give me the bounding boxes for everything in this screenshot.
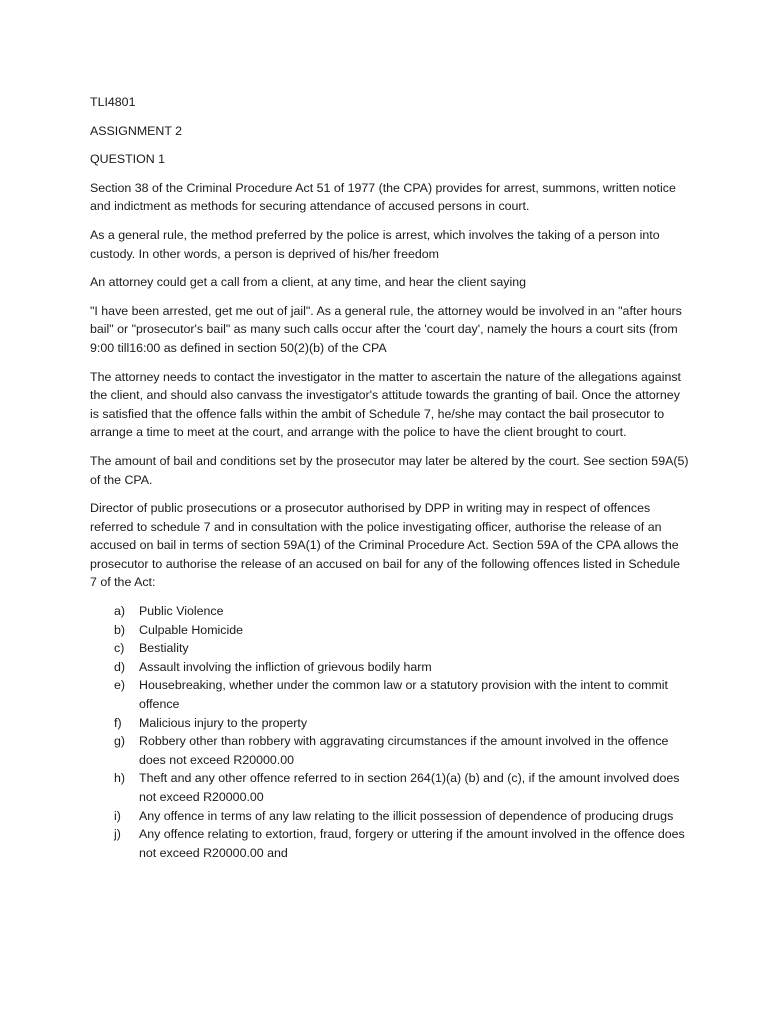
document-body (90, 93, 690, 862)
list-marker: f) (114, 715, 122, 730)
list-item (90, 639, 690, 658)
list-marker: d) (114, 659, 126, 674)
list-marker: a) (114, 604, 126, 619)
list-marker: i) (114, 808, 121, 823)
paragraph: An attorney could get a call from a client, at any time, and hear the client saying (90, 275, 526, 290)
list-item (90, 658, 690, 677)
list-item (90, 676, 690, 713)
list-item (90, 714, 690, 733)
list-item (90, 769, 690, 806)
list-item (90, 621, 690, 640)
course-code: TLI4801 (90, 95, 136, 109)
list-marker: b) (114, 622, 126, 637)
list-marker: j) (114, 827, 121, 842)
list-marker: e) (114, 678, 126, 693)
paragraph: "I have been arrested, get me out of jail". As a general rule, the attorney would be involved in an "after hours bail" or "prosecutor's bail" as many such calls occur after the 'court day', namely the hours a court sits (from 9:00 till16:00 as defined in section 50(2)(b) of the CPA (90, 303, 682, 355)
list-item-text: Any offence relating to extortion, fraud, forgery or uttering if the amount involved in the offence does not exceed R20000.00 and (139, 827, 685, 860)
paragraph: The attorney needs to contact the investigator in the matter to ascertain the nature of the allegations against the client, and should also canvass the investigator's attitude towards the granting of bail. Once the attorney is satisfied that the offence falls within the ambit of Schedule 7, he/she may contact the bail prosecutor to arrange a time to meet at the court, and arrange with the police to have the client brought to court. (90, 369, 681, 440)
list-marker: c) (114, 641, 125, 656)
paragraph: Director of public prosecutions or a prosecutor authorised by DPP in writing may in respect of offences referred to schedule 7 and in consultation with the police investigating officer, authorise the release of an accused on bail in terms of section 59A(1) of the Criminal Procedure Act. Section 59A of the CPA allows the prosecutor to authorise the release of an accused on bail for any of the following offences listed in Schedule 7 of the Act: (90, 501, 681, 590)
list-item (90, 825, 690, 862)
list-item-text: Any offence in terms of any law relating to the illicit possession of dependence of producing drugs (139, 808, 674, 823)
paragraph: The amount of bail and conditions set by the prosecutor may later be altered by the court. See section 59A(5) of the CPA. (90, 453, 689, 487)
list-marker: g) (114, 734, 126, 749)
list-item-text: Robbery other than robbery with aggravating circumstances if the amount involved in the offence does not exceed R20000.00 (139, 734, 669, 767)
list-item-text: Bestiality (139, 641, 189, 656)
list-item (90, 602, 690, 621)
offence-list (90, 602, 690, 862)
list-item-text: Malicious injury to the property (139, 715, 308, 730)
list-item-text: Culpable Homicide (139, 622, 243, 637)
list-item (90, 732, 690, 769)
question-heading: QUESTION 1 (90, 152, 166, 167)
list-item-text: Public Violence (139, 604, 224, 619)
list-marker: h) (114, 771, 126, 786)
list-item-text: Housebreaking, whether under the common law or a statutory provision with the intent to commit offence (139, 678, 668, 712)
list-item (90, 807, 690, 826)
paragraph: Section 38 of the Criminal Procedure Act 51 of 1977 (the CPA) provides for arrest, summons, written notice and indictment as methods for securing attendance of accused persons in court. (90, 180, 676, 214)
assignment-title: ASSIGNMENT 2 (90, 123, 183, 138)
list-item-text: Theft and any other offence referred to in section 264(1)(a) (b) and (c), if the amount involved does not exceed R20000.00 (139, 771, 680, 804)
list-item-text: Assault involving the infliction of grievous bodily harm (139, 659, 432, 674)
paragraph: As a general rule, the method preferred by the police is arrest, which involves the taking of a person into custody. In other words, a person is deprived of his/her freedom (90, 227, 660, 261)
